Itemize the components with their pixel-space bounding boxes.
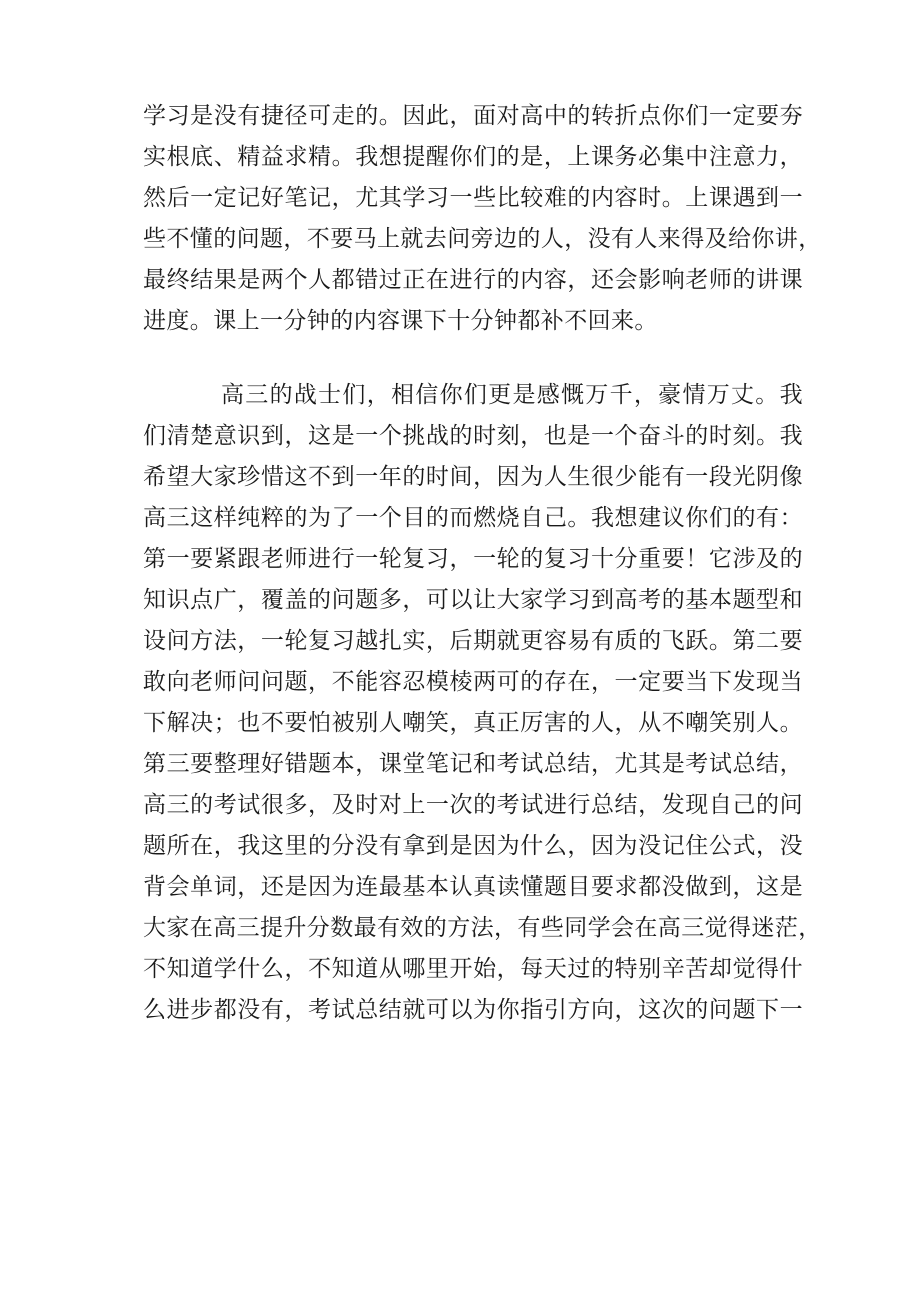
text-line: 学习是没有捷径可走的。因此，面对高中的转折点你们一定要夯 — [143, 103, 803, 129]
text-line: 们清楚意识到，这是一个挑战的时刻，也是一个奋斗的时刻。我 — [143, 423, 803, 449]
text-line: 敢向老师问问题，不能容忍模棱两可的存在，一定要当下发现当 — [143, 669, 803, 695]
text-line: 不知道学什么，不知道从哪里开始，每天过的特别辛苦却觉得什 — [143, 956, 803, 982]
text-line: 最终结果是两个人都错过正在进行的内容，还会影响老师的讲课 — [143, 267, 803, 293]
text-line: 背会单词，还是因为连最基本认真读懂题目要求都没做到，这是 — [143, 874, 803, 900]
text-line: 知识点广，覆盖的问题多，可以让大家学习到高考的基本题型和 — [143, 587, 803, 613]
paragraph-2 — [143, 375, 822, 1031]
text-line: 么进步都没有，考试总结就可以为你指引方向，这次的问题下一 — [143, 997, 803, 1023]
paragraph-spacer — [143, 342, 803, 375]
text-line: 希望大家珍惜这不到一年的时间，因为人生很少能有一段光阴像 — [143, 464, 803, 490]
text-line: 第三要整理好错题本，课堂笔记和考试总结，尤其是考试总结， — [143, 751, 803, 777]
text-line: 些不懂的问题，不要马上就去问旁边的人，没有人来得及给你讲， — [143, 226, 822, 252]
text-line: 大家在高三提升分数最有效的方法，有些同学会在高三觉得迷茫， — [143, 915, 822, 941]
text-line: 高三这样纯粹的为了一个目的而燃烧自己。我想建议你们的有： — [143, 505, 803, 531]
paragraph-1 — [143, 96, 822, 342]
text-line: 高三的考试很多，及时对上一次的考试进行总结，发现自己的问 — [143, 792, 803, 818]
text-line: 设问方法，一轮复习越扎实，后期就更容易有质的飞跃。第二要 — [143, 628, 803, 654]
text-line: 进度。课上一分钟的内容课下十分钟都补不回来。 — [143, 308, 658, 334]
document-page — [143, 96, 822, 1031]
text-line: 题所在，我这里的分没有拿到是因为什么，因为没记住公式，没 — [143, 833, 803, 859]
text-line: 实根底、精益求精。我想提醒你们的是，上课务必集中注意力， — [143, 144, 803, 170]
text-line: 然后一定记好笔记，尤其学习一些比较难的内容时。上课遇到一 — [143, 185, 803, 211]
text-line: 下解决；也不要怕被别人嘲笑，真正厉害的人，从不嘲笑别人。 — [143, 710, 803, 736]
text-line: 第一要紧跟老师进行一轮复习，一轮的复习十分重要！它涉及的 — [143, 546, 803, 572]
text-line: 高三的战士们，相信你们更是感慨万千，豪情万丈。我 — [221, 382, 803, 408]
